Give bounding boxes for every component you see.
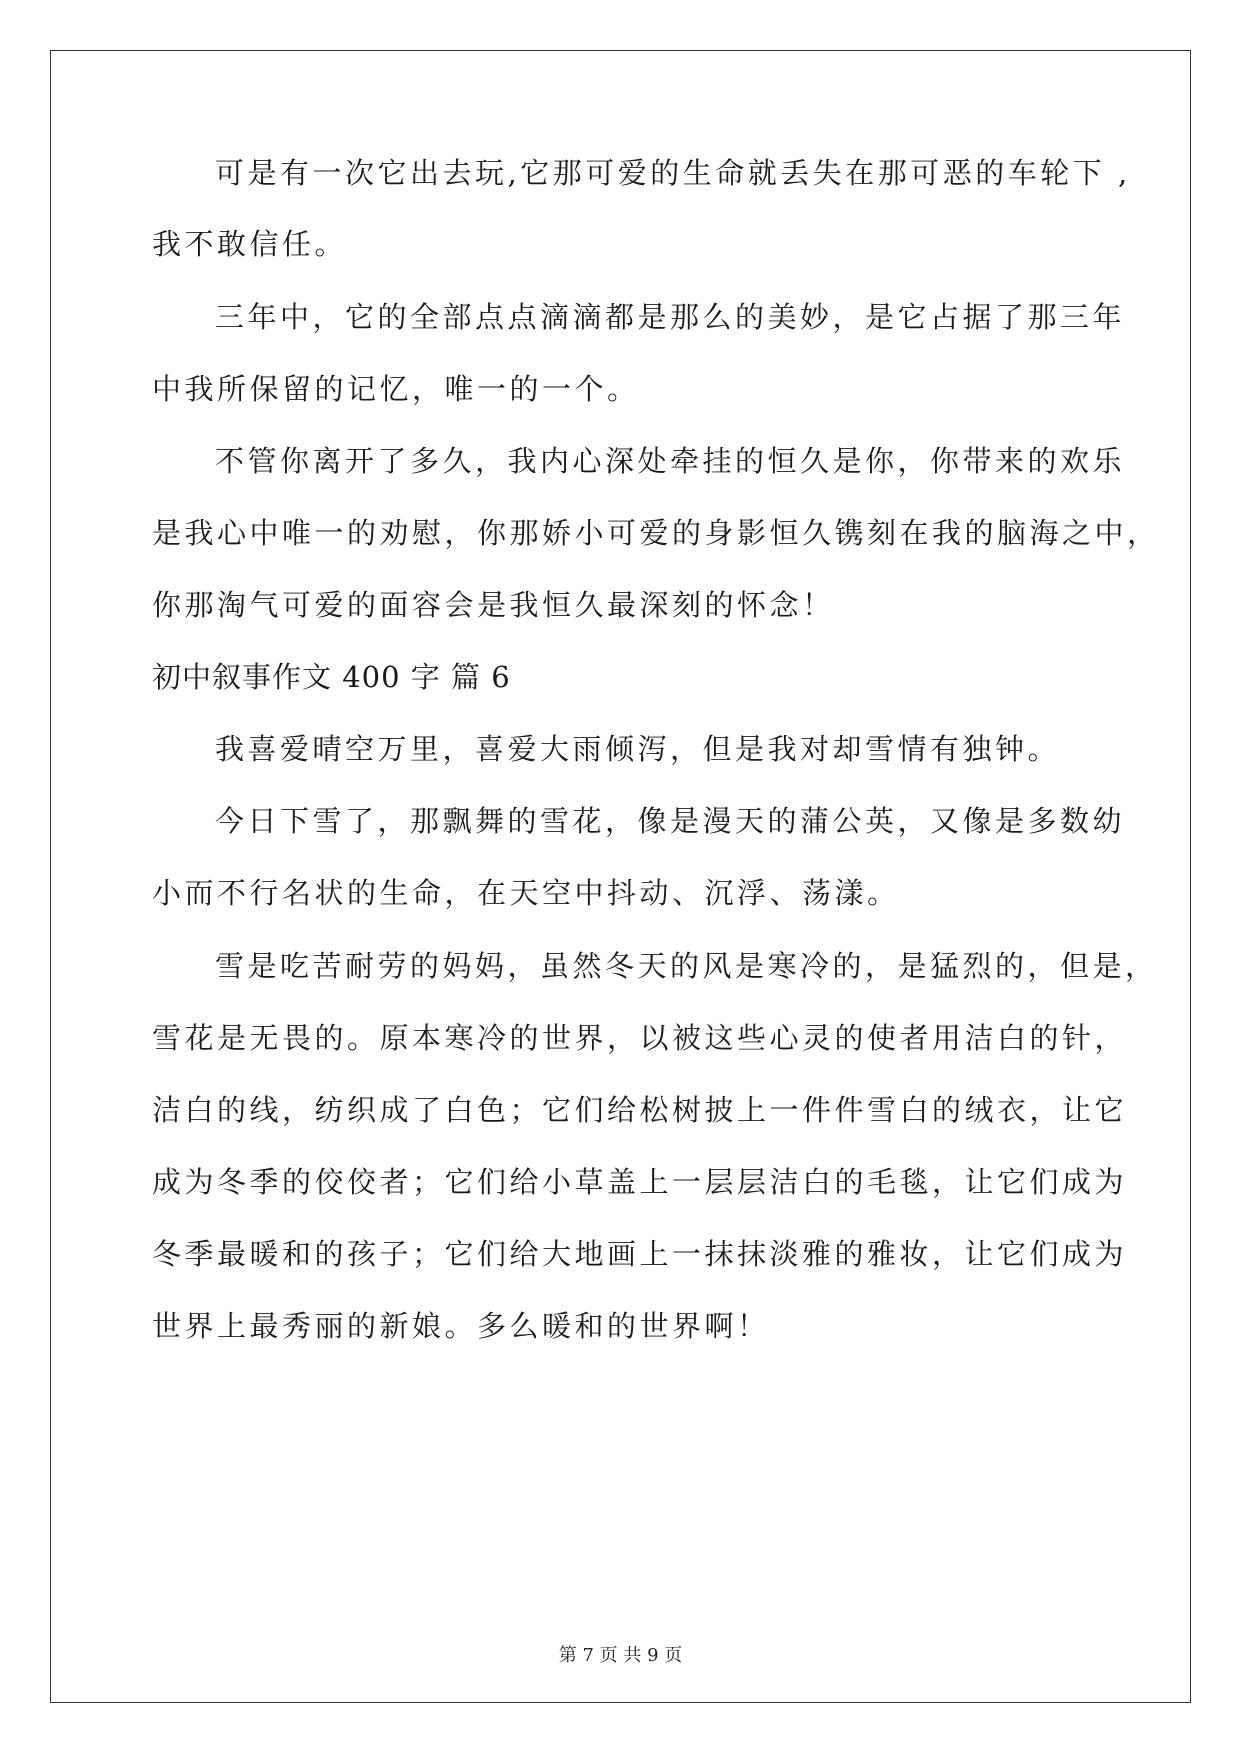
paragraph-6-line-4: 成为冬季的佼佼者；它们给小草盖上一层层洁白的毛毯，让它们成为	[152, 1165, 1128, 1199]
paragraph-3-line-1: 不管你离开了多久，我内心深处牵挂的恒久是你，你带来的欢乐	[215, 444, 1126, 478]
paragraph-5-line-2: 小而不行名状的生命，在天空中抖动、沉浮、荡漾。	[152, 876, 900, 910]
section-heading: 初中叙事作文 400 字 篇 6	[152, 660, 511, 694]
paragraph-4-line-1: 我喜爱晴空万里，喜爱大雨倾泻，但是我对却雪情有独钟。	[215, 732, 1061, 766]
paragraph-1-line-1: 可是有一次它出去玩,它那可爱的生命就丢失在那可恶的车轮下 ,	[215, 156, 1131, 190]
paragraph-6-line-5: 冬季最暖和的孩子；它们给大地画上一抹抹淡雅的雅妆，让它们成为	[152, 1237, 1128, 1271]
paragraph-1-line-2: 我不敢信任。	[152, 227, 348, 261]
page-number-footer: 第 7 页 共 9 页	[558, 1645, 683, 1666]
paragraph-6-line-6: 世界上最秀丽的新娘。多么暖和的世界啊！	[152, 1309, 770, 1343]
paragraph-6-line-1: 雪是吃苦耐劳的妈妈，虽然冬天的风是寒冷的，是猛烈的，但是，	[215, 949, 1158, 983]
paragraph-2-line-2: 中我所保留的记忆，唯一的一个。	[152, 372, 640, 406]
paragraph-6-line-3: 洁白的线，纺织成了白色；它们给松树披上一件件雪白的绒衣，让它	[152, 1093, 1128, 1127]
paragraph-5-line-1: 今日下雪了，那飘舞的雪花，像是漫天的蒲公英，又像是多数幼	[215, 804, 1126, 838]
paragraph-6-line-2: 雪花是无畏的。原本寒冷的世界，以被这些心灵的使者用洁白的针，	[152, 1021, 1128, 1055]
paragraph-3-line-2: 是我心中唯一的劝慰，你那娇小可爱的身影恒久镌刻在我的脑海之中，	[152, 516, 1160, 550]
paragraph-3-line-3: 你那淘气可爱的面容会是我恒久最深刻的怀念！	[152, 588, 835, 622]
paragraph-2-line-1: 三年中，它的全部点点滴滴都是那么的美妙，是它占据了那三年	[215, 300, 1126, 334]
